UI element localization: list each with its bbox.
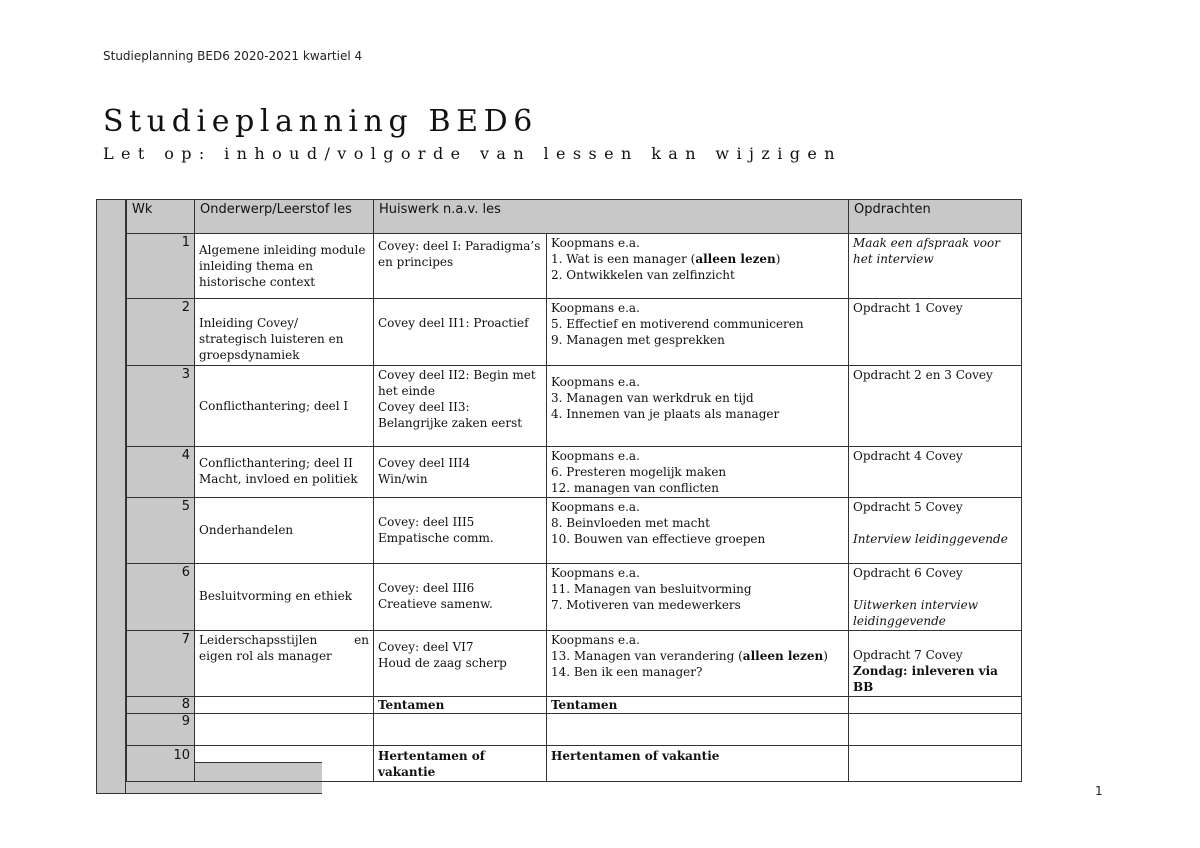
opdracht-cell [849, 498, 1022, 564]
koopmans-line: 7. Motiveren van medewerkers [551, 598, 741, 612]
koopmans-title: Koopmans e.a. [551, 633, 640, 647]
week-number: 8 [127, 697, 195, 714]
koopmans-line: 11. Managen van besluitvorming [551, 582, 752, 596]
opdracht-cell [849, 564, 1022, 631]
header-opdrachten: Opdrachten [849, 200, 1022, 234]
onderwerp-cell: Conflicthantering; deel I [195, 366, 374, 447]
koopmans-line [551, 648, 844, 664]
covey-line: Empatische comm. [378, 531, 494, 545]
table-row [127, 564, 1022, 631]
koopmans-line: 9. Managen met gesprekken [551, 333, 725, 347]
koopmans-cell: Hertentamen of vakantie [547, 746, 849, 782]
koopmans-line [551, 251, 844, 267]
koopmans-line-text: 1. Wat is een manager ( [551, 252, 696, 266]
koopmans-line: 5. Effectief en motiverend communiceren [551, 317, 804, 331]
covey-cell: Covey: deel I: Paradigma’s en principes [374, 234, 547, 299]
week-number: 6 [127, 564, 195, 631]
covey-cell: Covey deel II1: Proactief [374, 299, 547, 366]
opdracht-cell [849, 697, 1022, 714]
opdracht-cell: Opdracht 2 en 3 Covey [849, 366, 1022, 447]
week-number: 9 [127, 714, 195, 746]
week-number: 2 [127, 299, 195, 366]
header-huiswerk: Huiswerk n.a.v. les [374, 200, 849, 234]
study-plan-table [126, 199, 1022, 782]
table-row [127, 697, 1022, 714]
onderwerp-cell: Algemene inleiding module inleiding thema en historische context [195, 234, 374, 299]
onderwerp-line: Macht, invloed en politiek [199, 472, 358, 486]
covey-line: Creatieve samenw. [378, 597, 493, 611]
opdracht-cell [849, 746, 1022, 782]
document-subtitle: Let op: inhoud/volgorde van lessen kan wijzigen [103, 144, 842, 163]
covey-cell: Tentamen [374, 697, 547, 714]
covey-cell [374, 366, 547, 447]
onderwerp-cell: Onderhandelen [195, 498, 374, 564]
table-row [127, 498, 1022, 564]
koopmans-line-bold: alleen lezen [742, 649, 824, 663]
onderwerp-line: Conflicthantering; deel II [199, 456, 353, 470]
koopmans-cell [547, 564, 849, 631]
koopmans-cell [547, 234, 849, 299]
document-title: Studieplanning BED6 [103, 104, 538, 139]
koopmans-title: Koopmans e.a. [551, 301, 640, 315]
koopmans-line-text: 13. Managen van verandering ( [551, 649, 743, 663]
koopmans-line: 2. Ontwikkelen van zelfinzicht [551, 268, 735, 282]
table-row [127, 746, 1022, 782]
header-onderwerp: Onderwerp/Leerstof les [195, 200, 374, 234]
opdracht-line: Opdracht 6 Covey [853, 566, 963, 580]
week-number: 7 [127, 631, 195, 697]
covey-cell [374, 564, 547, 631]
onderwerp-cell [195, 714, 374, 746]
koopmans-title: Koopmans e.a. [551, 566, 640, 580]
table-row [127, 714, 1022, 746]
covey-line: Covey deel III4 [378, 456, 471, 470]
onderwerp-cell: Besluitvorming en ethiek [195, 564, 374, 631]
table-row [127, 631, 1022, 697]
covey-line: Houd de zaag scherp [378, 656, 507, 670]
koopmans-line-bold: alleen lezen [695, 252, 776, 266]
week-number: 10 [127, 746, 195, 782]
koopmans-line: 10. Bouwen van effectieve groepen [551, 532, 766, 546]
table-side-strip [96, 199, 126, 794]
koopmans-cell [547, 498, 849, 564]
opdracht-line: Uitwerken interview leidinggevende [853, 598, 979, 628]
onderwerp-cell: Inleiding Covey/ strategisch luisteren en groepsdynamiek [195, 299, 374, 366]
koopmans-cell [547, 299, 849, 366]
covey-cell [374, 498, 547, 564]
covey-line: Covey deel II2: Begin met het einde [378, 368, 536, 398]
header-wk: Wk [127, 200, 195, 234]
week-number: 5 [127, 498, 195, 564]
table-bottom-line [96, 793, 322, 794]
covey-cell [374, 714, 547, 746]
table-header-row [127, 200, 1022, 234]
opdracht-deadline: Zondag: inleveren via BB [853, 664, 998, 694]
covey-line: Covey deel II3: Belangrijke zaken eerst [378, 400, 523, 430]
opdracht-spacer [853, 515, 1017, 531]
week-number: 3 [127, 366, 195, 447]
opdracht-line: Opdracht 7 Covey [853, 648, 963, 662]
opdracht-cell: Maak een afspraak voor het interview [849, 234, 1022, 299]
onderwerp-cell [195, 746, 374, 782]
koopmans-line: 3. Managen van werkdruk en tijd [551, 391, 754, 405]
opdracht-cell: Opdracht 1 Covey [849, 299, 1022, 366]
opdracht-cell [849, 714, 1022, 746]
opdracht-cell [849, 631, 1022, 697]
covey-line: Covey: deel III6 [378, 581, 475, 595]
onderwerp-cell [195, 447, 374, 498]
covey-cell [374, 447, 547, 498]
koopmans-title: Koopmans e.a. [551, 375, 640, 389]
koopmans-line: 12. managen van conflicten [551, 481, 720, 495]
covey-line: Win/win [378, 472, 428, 486]
koopmans-cell [547, 366, 849, 447]
koopmans-cell [547, 714, 849, 746]
koopmans-title: Koopmans e.a. [551, 500, 640, 514]
table-row [127, 447, 1022, 498]
koopmans-line: 8. Beinvloeden met macht [551, 516, 710, 530]
koopmans-title: Koopmans e.a. [551, 449, 640, 463]
page-number: 1 [1095, 784, 1103, 798]
koopmans-line-text: ) [775, 252, 781, 266]
table-row [127, 234, 1022, 299]
koopmans-line: 6. Presteren mogelijk maken [551, 465, 727, 479]
opdracht-line: Interview leidinggevende [853, 532, 1008, 546]
week-number: 4 [127, 447, 195, 498]
covey-line: Covey: deel III5 [378, 515, 475, 529]
koopmans-cell [547, 447, 849, 498]
table-row [127, 366, 1022, 447]
covey-cell [374, 631, 547, 697]
koopmans-title: Koopmans e.a. [551, 236, 640, 250]
koopmans-cell [547, 631, 849, 697]
covey-cell: Hertentamen of vakantie [374, 746, 547, 782]
opdracht-spacer [853, 581, 1017, 597]
koopmans-line: 4. Innemen van je plaats als manager [551, 407, 780, 421]
opdracht-cell: Opdracht 4 Covey [849, 447, 1022, 498]
koopmans-cell: Tentamen [547, 697, 849, 714]
page-header: Studieplanning BED6 2020-2021 kwartiel 4 [103, 49, 363, 63]
koopmans-line-text: ) [823, 649, 828, 663]
onderwerp-cell: Leiderschapsstijlen en eigen rol als manager [195, 631, 374, 697]
table-row [127, 299, 1022, 366]
opdracht-line: Opdracht 5 Covey [853, 500, 963, 514]
covey-line: Covey: deel VI7 [378, 640, 474, 654]
week-number: 1 [127, 234, 195, 299]
koopmans-line: 14. Ben ik een manager? [551, 665, 703, 679]
onderwerp-cell [195, 697, 374, 714]
